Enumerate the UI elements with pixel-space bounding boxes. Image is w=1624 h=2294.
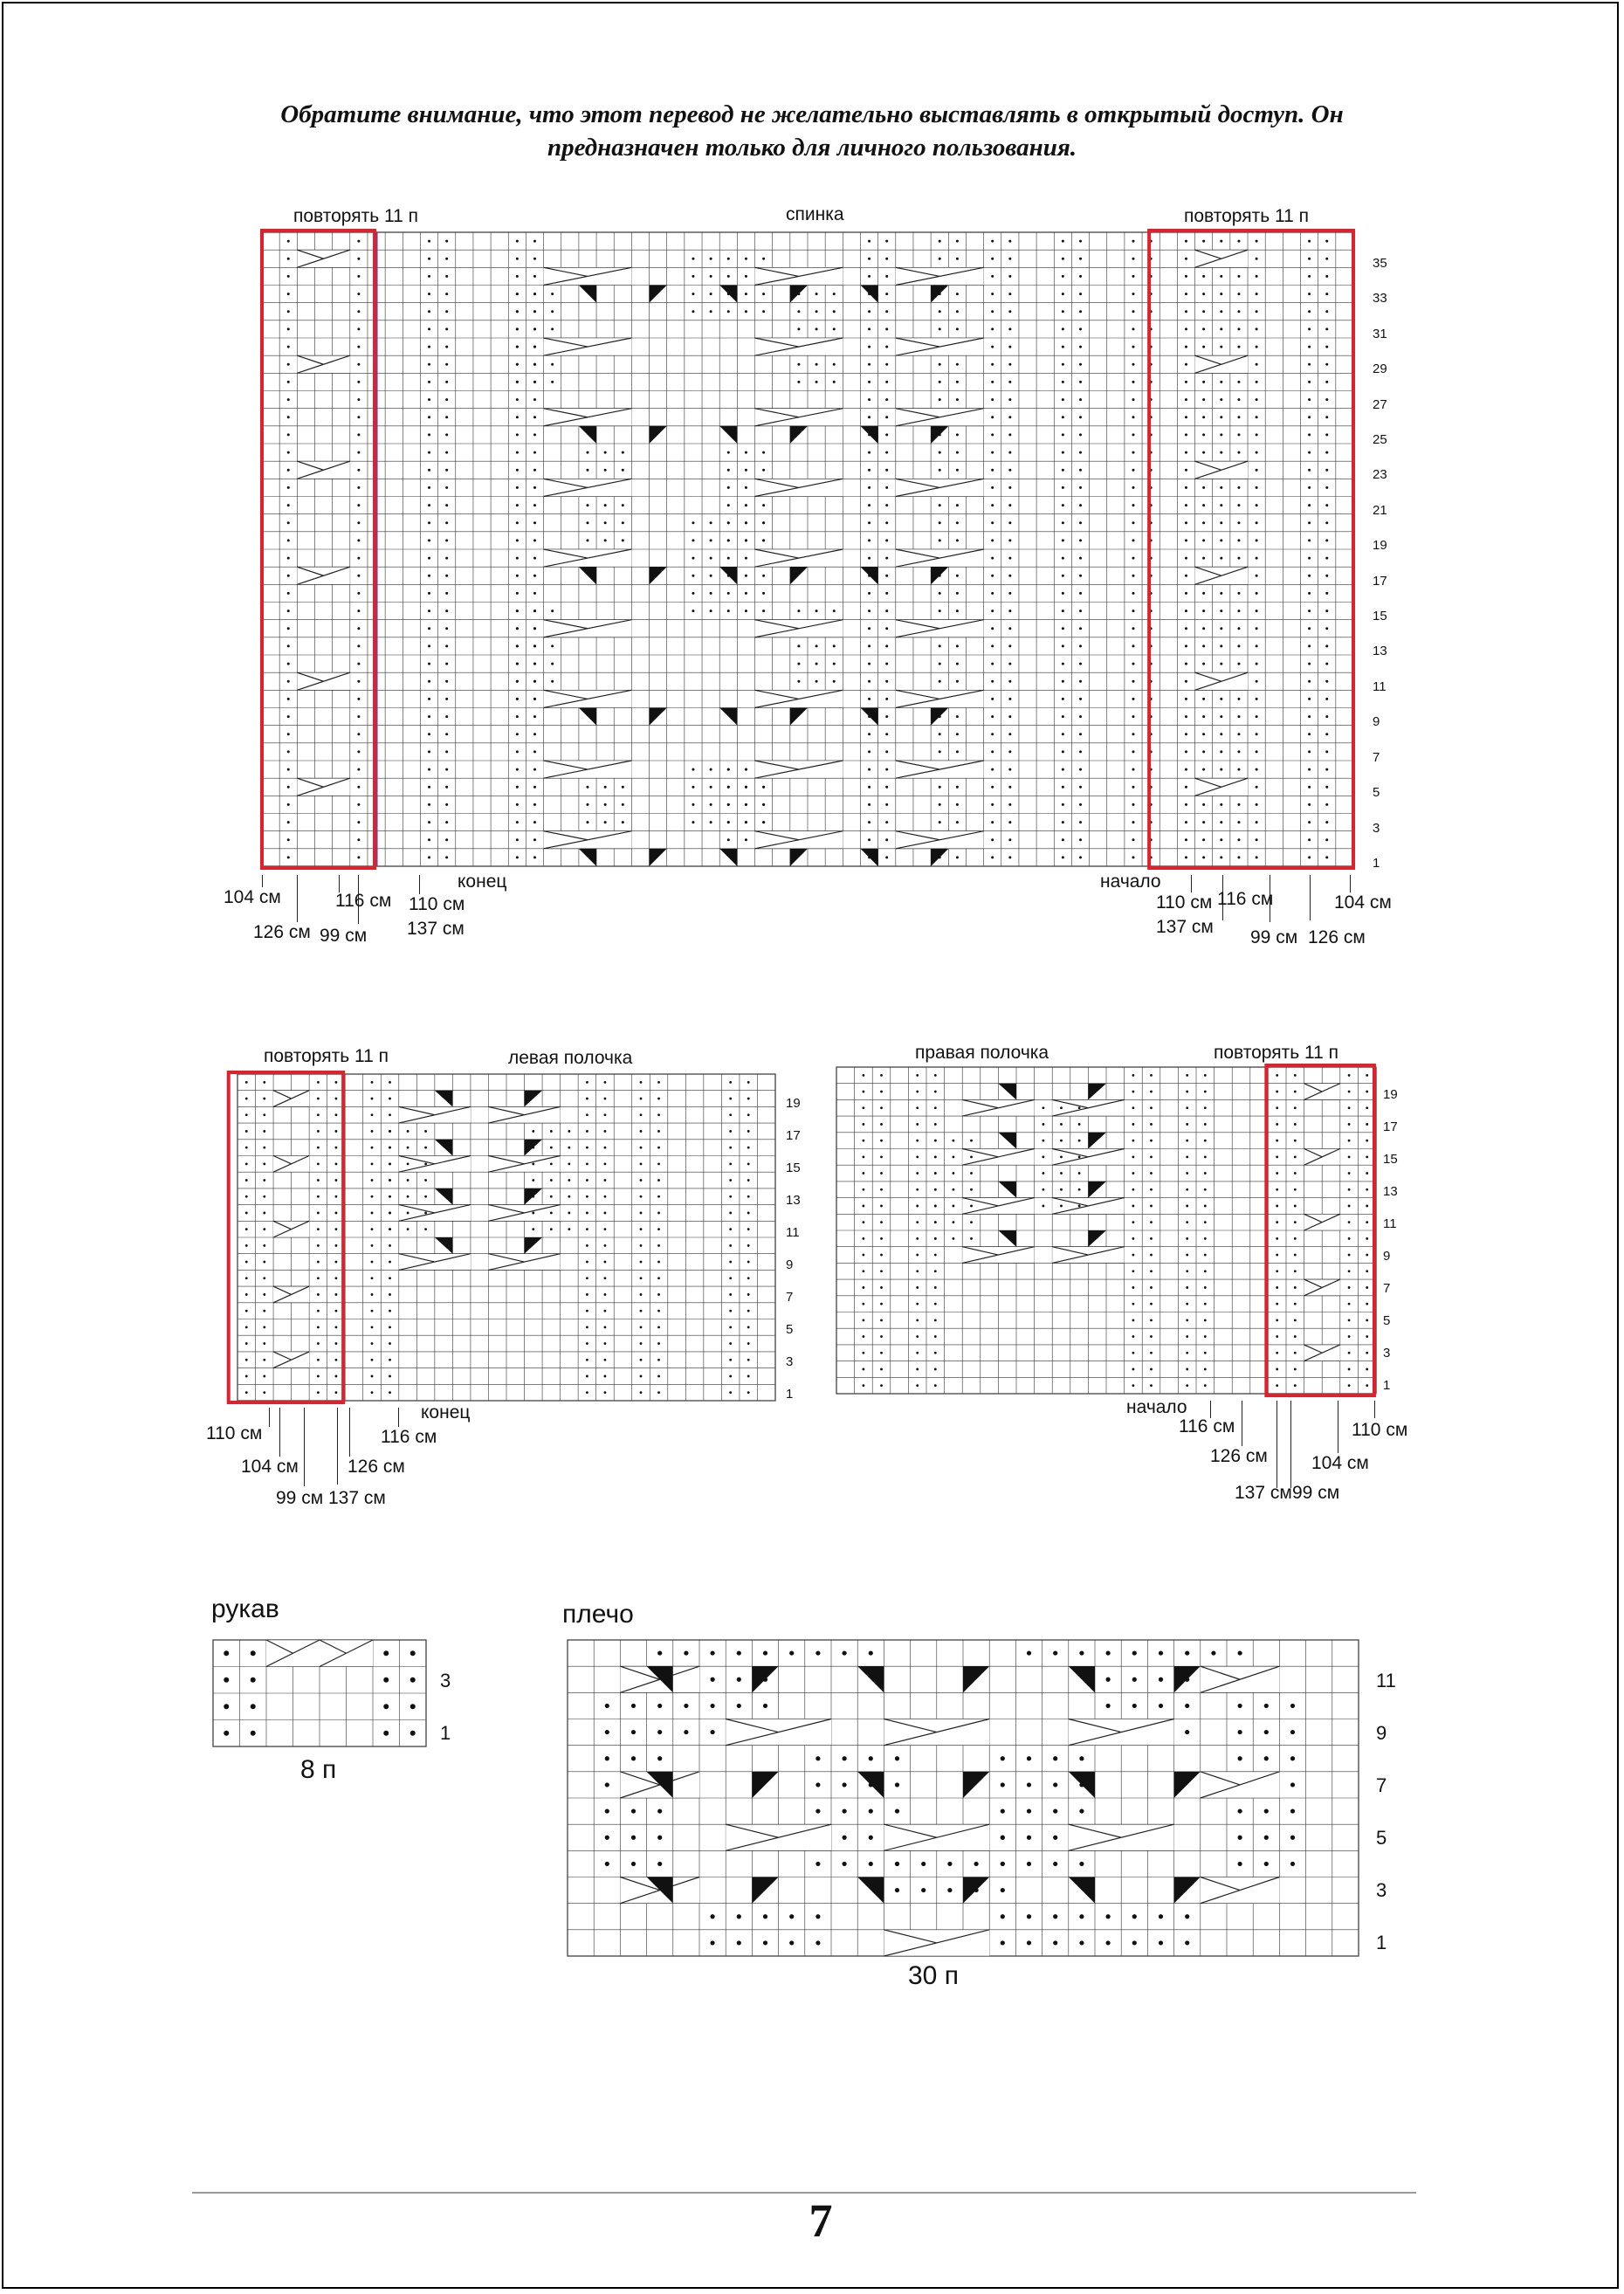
back-repeat-right-label: повторять 11 п — [1184, 206, 1310, 226]
right-front-row-label: 1 — [1383, 1378, 1391, 1393]
back-size-label: 116 см — [1217, 889, 1274, 909]
left-front-row-label: 11 — [786, 1225, 800, 1240]
right-front-row-label: 3 — [1383, 1346, 1391, 1361]
shoulder-row-label: 5 — [1376, 1827, 1387, 1849]
back-size-label: 110 см — [409, 894, 465, 914]
back-row-label: 33 — [1373, 291, 1387, 306]
back-row-label: 19 — [1373, 538, 1387, 553]
left-front-size-label: 116 см — [381, 1427, 437, 1447]
back-size-label: 137 см — [1156, 917, 1214, 937]
right-front-chart-grid — [836, 1067, 1376, 1394]
back-row-label: 27 — [1373, 397, 1387, 412]
back-row-label: 31 — [1373, 327, 1387, 341]
back-start-label: начало — [1100, 871, 1161, 892]
back-size-label: 104 см — [1334, 892, 1392, 913]
shoulder-row-label: 7 — [1376, 1774, 1387, 1796]
left-front-row-label: 9 — [786, 1257, 794, 1272]
right-front-repeat-label: повторять 11 п — [1214, 1043, 1339, 1063]
left-front-row-label: 5 — [786, 1322, 794, 1337]
right-front-row-label: 7 — [1383, 1281, 1391, 1296]
sleeve-row-label: 1 — [440, 1722, 451, 1744]
back-row-label: 25 — [1373, 432, 1387, 447]
back-row-label: 5 — [1373, 785, 1380, 800]
left-front-title: левая полочка — [508, 1048, 633, 1068]
back-row-label: 3 — [1373, 821, 1380, 836]
back-size-label: 126 см — [1308, 927, 1366, 947]
right-front-size-label: 110 см — [1352, 1420, 1408, 1440]
left-front-row-label: 3 — [786, 1354, 794, 1369]
shoulder-chart-grid — [568, 1640, 1359, 1956]
back-row-label: 29 — [1373, 362, 1387, 376]
shoulder-row-label: 9 — [1376, 1722, 1387, 1744]
sleeve-title: рукав — [211, 1595, 279, 1623]
back-row-label: 35 — [1373, 256, 1387, 271]
right-front-row-label: 11 — [1383, 1216, 1397, 1231]
back-size-label: 116 см — [335, 891, 392, 911]
left-front-size-label: 126 см — [348, 1457, 405, 1477]
back-size-label: 137 см — [407, 919, 464, 939]
left-front-row-label: 13 — [786, 1193, 801, 1208]
left-front-repeat-label: повторять 11 п — [264, 1046, 389, 1066]
back-row-label: 9 — [1373, 714, 1380, 729]
right-front-row-label: 15 — [1383, 1152, 1398, 1167]
left-front-chart-grid — [237, 1074, 775, 1401]
shoulder-row-label: 11 — [1376, 1670, 1396, 1691]
right-front-size-label: 126 см — [1210, 1446, 1268, 1466]
right-front-size-label: 99 см — [1292, 1483, 1340, 1503]
right-front-row-label: 17 — [1383, 1119, 1398, 1134]
left-front-size-label: 137 см — [328, 1488, 386, 1508]
left-front-row-label: 19 — [786, 1096, 801, 1111]
left-front-size-label: 99 см — [276, 1488, 324, 1508]
back-size-label: 99 см — [320, 926, 368, 946]
left-front-size-label: 110 см — [206, 1423, 263, 1443]
shoulder-title: плечо — [562, 1600, 634, 1629]
back-row-label: 23 — [1373, 467, 1387, 482]
back-end-label: конец — [458, 871, 507, 892]
right-front-size-label: 116 см — [1179, 1416, 1235, 1436]
right-front-row-label: 13 — [1383, 1184, 1398, 1199]
back-size-label: 110 см — [1156, 892, 1213, 913]
left-front-row-label: 15 — [786, 1161, 801, 1175]
sleeve-chart-grid — [213, 1640, 426, 1746]
notice — [175, 98, 1449, 164]
back-repeat-left-label: повторять 11 п — [293, 206, 419, 226]
back-row-label: 13 — [1373, 644, 1387, 658]
back-row-label: 1 — [1373, 856, 1380, 871]
back-size-label: 126 см — [253, 922, 311, 942]
back-row-label: 11 — [1373, 679, 1387, 694]
sleeve-stitch-count: 8 п — [300, 1755, 337, 1784]
right-front-row-label: 9 — [1383, 1249, 1391, 1264]
right-front-start-label: начало — [1126, 1397, 1187, 1417]
left-front-end-label: конец — [421, 1402, 471, 1423]
shoulder-stitch-count: 30 п — [908, 1961, 959, 1990]
back-title: спинка — [786, 204, 844, 224]
back-size-label: 104 см — [224, 887, 281, 907]
page-number: 7 — [809, 2194, 833, 2247]
back-row-label: 7 — [1373, 750, 1380, 765]
right-front-size-label: 137 см — [1235, 1483, 1292, 1503]
sleeve-row-label: 3 — [440, 1670, 451, 1691]
right-front-row-label: 19 — [1383, 1087, 1398, 1102]
back-size-label: 99 см — [1250, 927, 1298, 947]
shoulder-row-label: 3 — [1376, 1879, 1387, 1901]
left-front-row-label: 7 — [786, 1290, 794, 1305]
right-front-size-label: 104 см — [1311, 1453, 1369, 1473]
left-front-size-label: 104 см — [241, 1457, 299, 1477]
left-front-row-label: 1 — [786, 1387, 794, 1402]
notice-line-1: Обратите внимание, что этот перевод не желательно выставлять в открытый доступ. Он — [280, 100, 1344, 128]
shoulder-row-label: 1 — [1376, 1932, 1387, 1953]
notice-line-2: предназначен только для личного пользования. — [547, 134, 1077, 162]
right-front-title: правая полочка — [915, 1043, 1049, 1063]
right-front-row-label: 5 — [1383, 1313, 1391, 1328]
left-front-row-label: 17 — [786, 1128, 801, 1143]
back-row-label: 21 — [1373, 503, 1387, 518]
back-chart-grid — [262, 232, 1353, 866]
back-row-label: 15 — [1373, 609, 1387, 623]
back-row-label: 17 — [1373, 574, 1387, 589]
